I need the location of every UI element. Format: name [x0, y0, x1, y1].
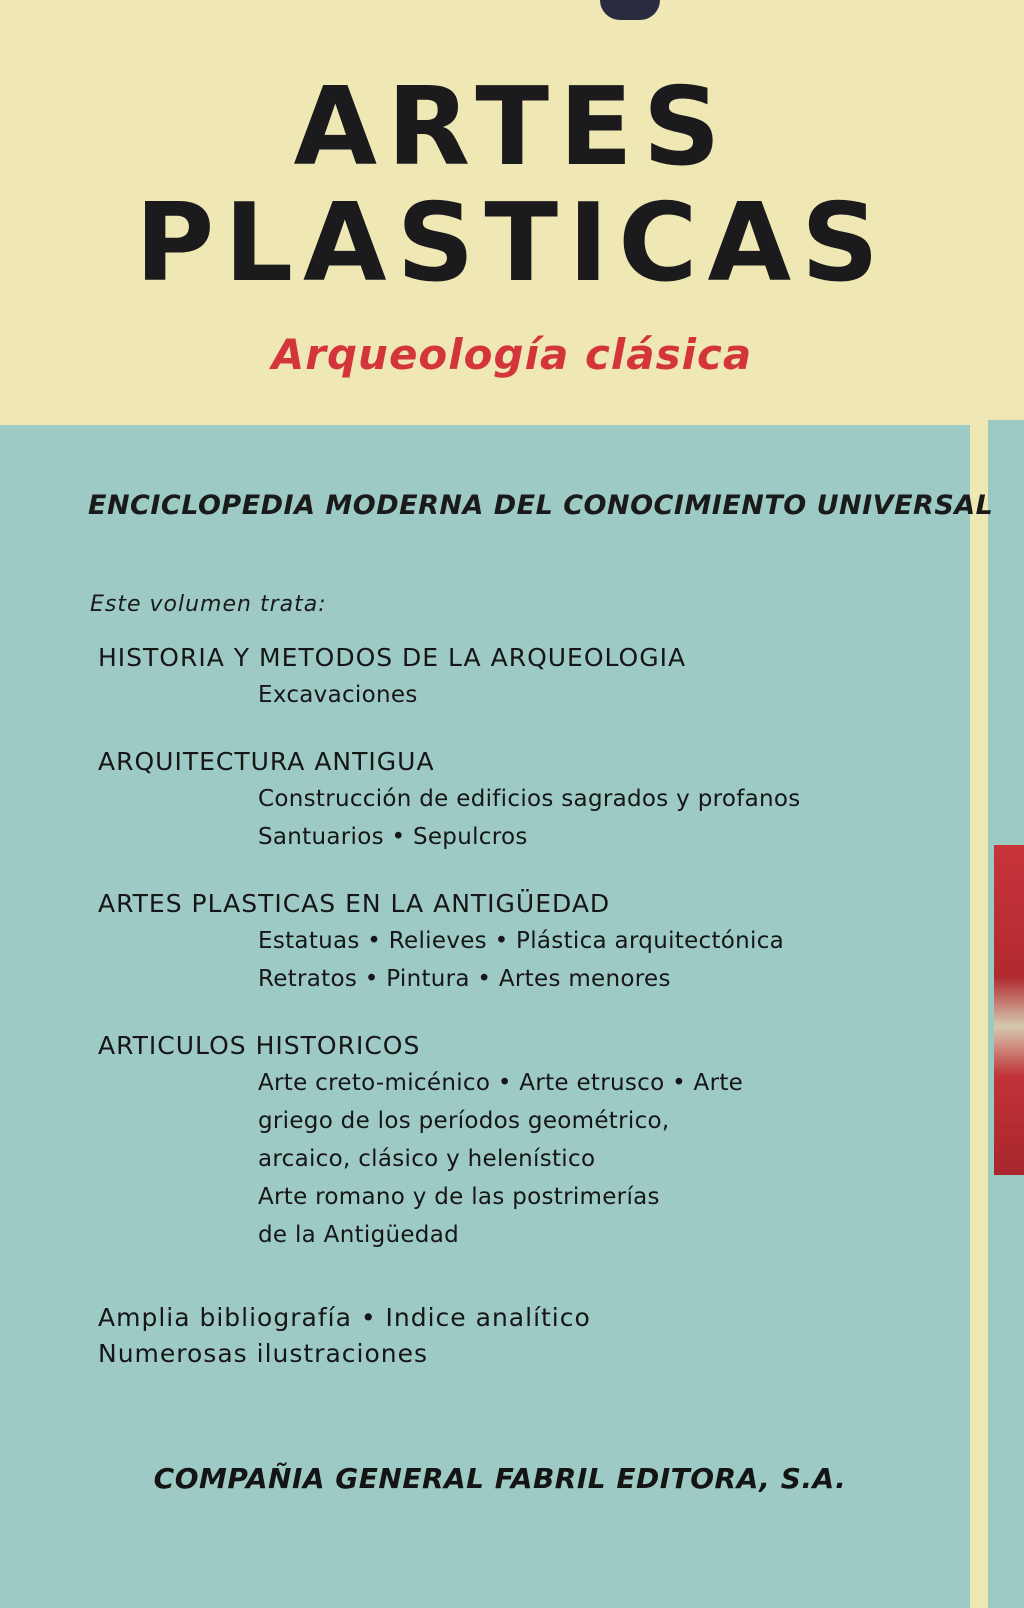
- section-line: Arte creto-micénico • Arte etrusco • Arte: [258, 1070, 744, 1096]
- section-heading: HISTORIA Y METODOS DE LA ARQUEOLOGIA: [98, 643, 687, 672]
- section-line: Estatuas • Relieves • Plástica arquitectónica: [258, 928, 785, 954]
- section-line: Santuarios • Sepulcros: [258, 824, 528, 850]
- section-arquitectura: [98, 744, 958, 856]
- section-artes-plasticas: [98, 886, 958, 998]
- section-line: Retratos • Pintura • Artes menores: [258, 966, 671, 992]
- extras-line: Numerosas ilustraciones: [98, 1339, 429, 1368]
- spine-illustration: [994, 845, 1024, 1175]
- torn-edge: [600, 0, 660, 20]
- section-line: griego de los períodos geométrico,: [258, 1108, 670, 1134]
- intro-text: Este volumen trata:: [90, 592, 327, 617]
- title-line-2: PLASTICAS: [135, 181, 889, 306]
- title-line-1: ARTES: [293, 65, 731, 190]
- series-title: ENCICLOPEDIA MODERNA DEL CONOCIMIENTO UNIVERSAL: [88, 490, 994, 521]
- extras-list: [98, 1300, 591, 1372]
- extras-line: Amplia bibliografía • Indice analítico: [98, 1303, 591, 1332]
- publisher-name: COMPAÑIA GENERAL FABRIL EDITORA, S.A.: [153, 1462, 847, 1495]
- section-heading: ARQUITECTURA ANTIGUA: [98, 747, 435, 776]
- section-historia: [98, 640, 958, 714]
- section-articulos: [98, 1028, 958, 1254]
- subtitle: Arqueología clásica: [271, 330, 753, 379]
- section-line: arcaico, clásico y helenístico: [258, 1146, 596, 1172]
- section-heading: ARTICULOS HISTORICOS: [98, 1031, 421, 1060]
- section-line: de la Antigüedad: [258, 1222, 459, 1248]
- section-line: Construcción de edificios sagrados y profanos: [258, 786, 801, 812]
- section-line: Arte romano y de las postrimerías: [258, 1184, 660, 1210]
- section-line: Excavaciones: [258, 682, 418, 708]
- title-block: [0, 65, 1024, 306]
- section-heading: ARTES PLASTICAS EN LA ANTIGÜEDAD: [98, 889, 611, 918]
